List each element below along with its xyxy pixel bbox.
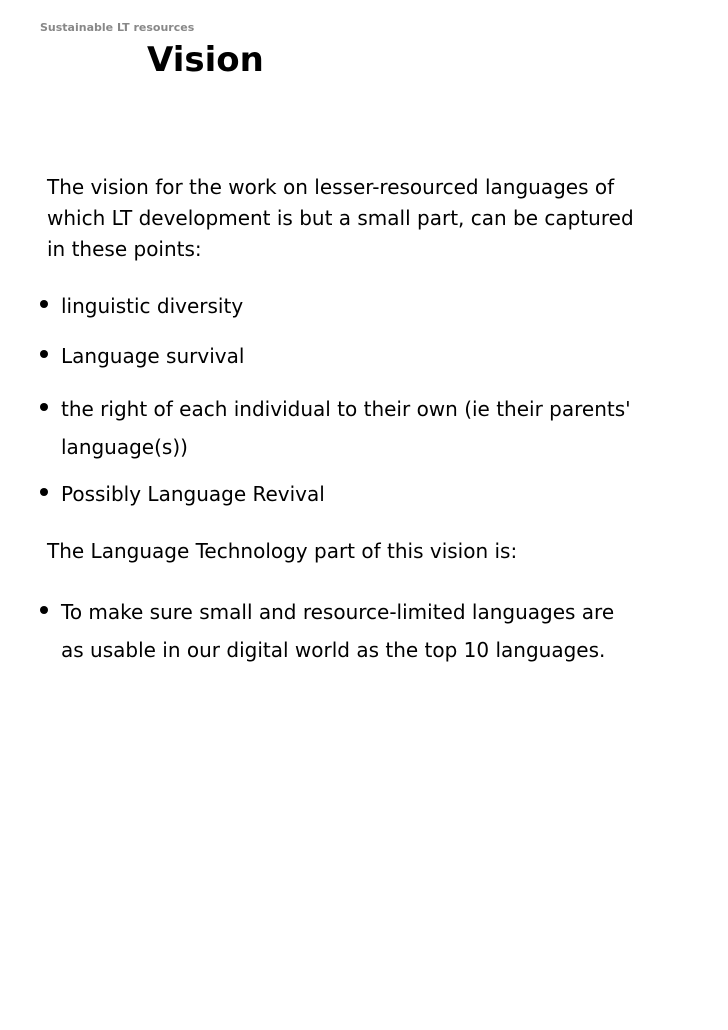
bullet-icon [40, 350, 48, 358]
lt-subheading-text: The Language Technology part of this vision is: [47, 539, 518, 563]
bullet-icon [40, 403, 48, 411]
bullet-line: Possibly Language Revival [61, 482, 325, 506]
intro-line: The vision for the work on lesser-resourced languages of [47, 175, 615, 199]
bullet-icon [40, 300, 48, 308]
bullet-icon [40, 488, 48, 496]
bullet-text [61, 593, 614, 669]
bullet-text [61, 475, 325, 513]
intro-line: in these points: [47, 237, 202, 261]
bullet-line: language(s)) [61, 435, 188, 459]
bullet-line: as usable in our digital world as the top 10 languages. [61, 638, 606, 662]
bullet-text [61, 337, 244, 375]
bullet-line: the right of each individual to their own (ie their parents' [61, 397, 631, 421]
bullet-text [61, 390, 631, 466]
lt-subheading [47, 536, 517, 567]
intro-paragraph [47, 172, 697, 265]
bullet-line: Language survival [61, 344, 245, 368]
bullet-text [61, 287, 243, 325]
bullet-icon [40, 606, 48, 614]
header-label: Sustainable LT resources [40, 21, 195, 34]
bullet-line: linguistic diversity [61, 294, 244, 318]
intro-line: which LT development is but a small part, can be captured [47, 206, 634, 230]
bullet-line: To make sure small and resource-limited languages are [61, 600, 615, 624]
slide-title: Vision [147, 40, 264, 80]
